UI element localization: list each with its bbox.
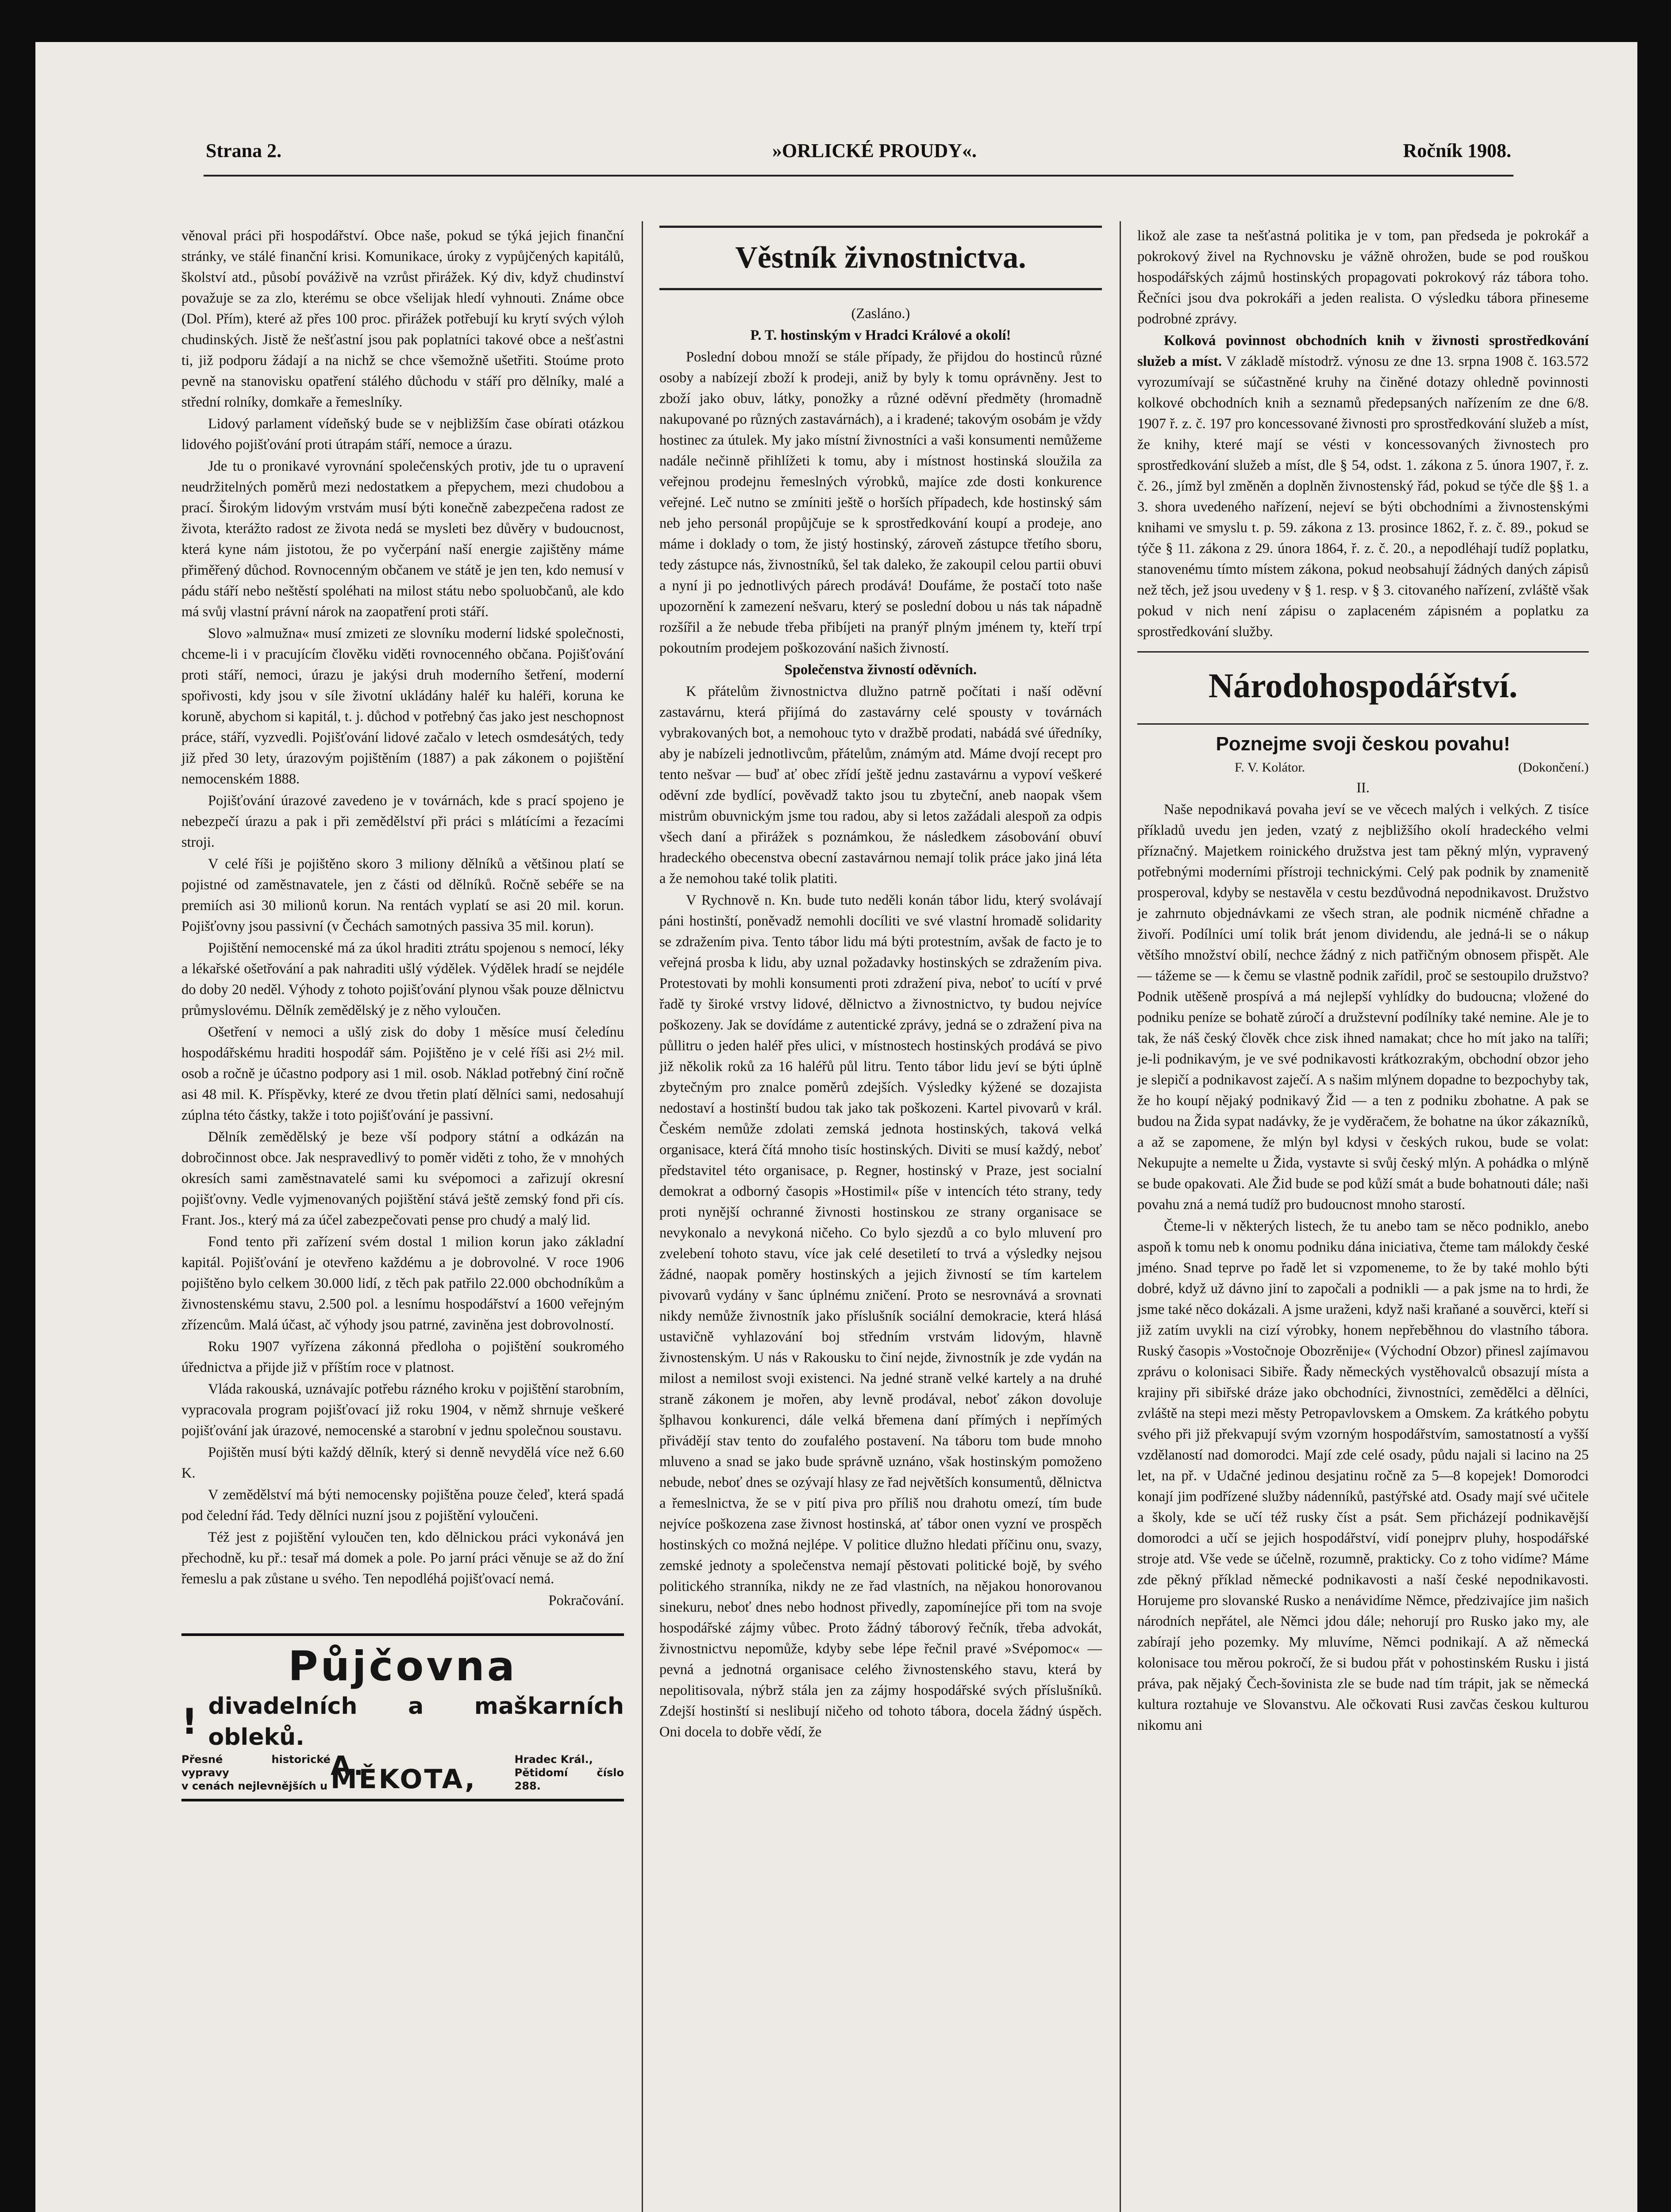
paragraph: Roku 1907 vyřízena zákonná předloha o pojištění soukromého úřednictva a přijde již v příštím roce v platnost.: [181, 1339, 624, 1375]
column-divider-2: [1120, 221, 1121, 2212]
article-title: Poznejme svoji českou povahu!: [1216, 733, 1510, 755]
kolkova-paragraph: [1137, 330, 1589, 642]
ad-street: Pětidomí číslo 288.: [514, 1767, 624, 1792]
volume-year: Ročník 1908.: [1403, 140, 1511, 161]
ad-firm-name: A. MĚKOTA,: [330, 1751, 477, 1795]
continuation: (Dokončení.): [1518, 760, 1589, 775]
paragraph: K přátelům živnostnictva dlužno patrně počítati i naší oděvní zastavárnu, která přijímá do zastavárny celé spousty v továrnách vybrakovaných bot, a nemohouc tyto v dražbě prodati, nabádá své úředníky, aby je nabízeli jednotlivcům, přátelům, známým atd. Máme dvojí recept pro tento nešvar — buď ať obec zřídí ještě jednu zastavárnu a vypoví veškeré oděvní zde bydlící, pověvadž takto jsou tu zbyteční, aneb naopak všem mistrům obuvnickým jsme tou radou, aby si letos zažádali alespoň za odpis všech daní a přirážek s poznámkou, že následkem zásobování obuví hradeckého obecenstva obecní zastavárnou nemají tolik práce jako jiná léta a že nemohou také tolik platiti.: [659, 684, 1102, 887]
zaslano-note: (Zasláno.): [851, 306, 910, 322]
paragraph: Pojištění nemocenské má za úkol hraditi ztrátu spojenou s nemocí, léky a lékařské ošetřování a pak nahraditi ušlý výdělek. Výdělek hradí se nejdéle do doby 20 neděl. Výhody z tohoto pojišťování plynou však pouze dělnictvu průmyslovému. Dělník zemědělský je z něho vyloučen.: [181, 940, 624, 1018]
paragraph: Naše nepodnikavá povaha jeví se ve věcech malých i velkých. Z tisíce příkladů uvedu jen jeden, vzatý z nejbližšího okolí hradeckého velmi příznačný. Majetkem roinického družstva jest tam pěkný mlýn, vypravený potřebnými moderními přístroji technickými. Celý pak podnik by znamenitě prosperoval, kdyby se nestavěla v cestu bezdůvodná nepodnikavost. Družstvo je zahrnuto objednávkami ze všech stran, ale podnik nicméně chřadne a živoří. Podílníci umí tolik brát jenom dividendu, ale jedná-li se o nákup většího množství obilí, nechce žádný z nich patřičným obnosem přispět. Ale — tážeme se — k čemu se vlastně podnik zařídil, proč se sestoupilo družstvo? Podnik utěšeně prospívá a má nejlepší vyhlídky do budoucna; vložené do podniku peníze se bohatě zúročí a družstevní podílníky také nemine. Ale je to tak, že náš český člověk chce zisk ihned namakat; chce ho mít jako na talíři; je-li podnikavým, je ve své podnikavosti krátkozrakým, obchodní obzor jeho je slepičí a podnikavost zaječí. A s našim mlýnem dopadne to bezpochyby tak, že ho koupí nějaký podnikavý Žid — a ten z podniku zbohatne. A pak se budou na Žida sypat nadávky, že je vyděračem, že bohatne na úkor zákazníků, a až se zapomene, že mlýn byl kdysi v českých rukou, bude se volat: Nekupujte a nemelte u Žida, vystavte si svůj český mlýn. A pohádka o mlýně se bude opakovati. Ale Žid bude se pod kůží smát a bude bohatnouti dále; naši povahu zná a nemá tudíž pro budoucnost mnoho starostí.: [1137, 802, 1589, 1213]
paragraph: Dělník zemědělský je beze vší podpory státní a odkázán na dobročinnost obce. Jak nespravedlivý to poměr viděti z toho, že v mnohých okresích sami zaměstnavatelé sami ku svépomoci a zařizují okresní pojišťovny. Vedle vyjmenovaných pojištění stává ještě zemský fond při cís. Frant. Jos., který má za účel zabezpečovati pense pro chudý a malý lid.: [181, 1129, 624, 1228]
kolkova-title: Kolková povinnost obchodních knih v živnosti sprostředkování služeb a míst.: [1137, 333, 1589, 369]
paragraph: Čteme-li v některých listech, že tu anebo tam se něco podniklo, anebo aspoň k tomu neb k onomu podniku dána iniciativa, čteme tam málokdy české jméno. Snad teprve po řadě let si vzpomeneme, to že by také mohlo býti dobré, když už dávno jiní to započali a podnikli — a pak jsme na to hrdi, že jsme také něco dokázali. A jsme uraženi, když naši kraňané a souvěrci, kteří si již zatím uvykli na cizí výrobky, honem nepřeběhnou do vlastního tábora. Ruský časopis »Vostočnoje Obozrěnije« (Východní Obzor) přinesl zajímavou zprávu o kolonisaci Sibiře. Řady německých vystěhovalců obsazují místa a krajiny při sibiřské dráze jako obchodníci, živnostníci, zemědělci a dělníci, zvláště na stepi mezi městy Petropavlovskem a Omskem. Za krátkého pobytu svého při již překvapují svým vzorným hospodářstvím, samostatností a vyšší vzdělaností nad domorodci. Mají zde celé osady, půdu najali si lacino na 25 let, na př. v Udačné jedinou desjatinu ročně za 5—8 kopejek! Domorodci konají jim podřízené služby nádenníků, pastýřské atd. Osady mají své učitele a školy, kde se učí též rusky číst a psát. Sem přicházejí podnikavější domorodci a učí se jejich hospodářství, vidí ponejprv pluhy, hospodářské stroje atd. Vše vede se účelně, rozumně, prakticky. Co z toho vidíme? Máme zde pěkný příklad německé podnikavosti a naší české nepodnikavosti. Horujeme pro slovanské Rusko a nenávidíme Němce, předzivajíce jim našich národních nepřátel, ale Němci jdou dále; nehorují pro Rusko jako my, ale zabírají jeho pozemky. My mluvíme, Němci podnikají. A až německá kolonisace tou měrou pokročí, že si budou přát v pohostinském Rusku i jistá práva, pak nějaký Čech-šovinista zle se bude nad tím trápit, jak se německá kultura roztahuje ve Slovanstvu. Ale očkovati Rusi zavčas českou kulturou nikomu ani: [1137, 1218, 1589, 1733]
ad-address: [515, 1753, 624, 1793]
page-number: Strana 2.: [206, 140, 282, 161]
ad-note-line: Přesné historické vypravy: [181, 1753, 331, 1779]
section-rule: [1137, 723, 1589, 725]
ad-note: [181, 1753, 331, 1793]
column-divider-1: [642, 221, 643, 2212]
page-header: [206, 139, 1511, 179]
paragraph: Lidový parlament vídeňský bude se v nejbližším čase obírati otázkou lidového pojišťování proti útrapám stáří, nemoce a úrazu.: [181, 416, 624, 453]
paragraph: V Rychnově n. Kn. bude tuto neděli konán tábor lidu, který svolávají páni hostinští, poněvadž nemohli docíliti ve své vlastní hromadě solidarity se zdražením piva. Tento tábor lidu má býti protestním, avšak de facto je to veřejná prosba k lidu, aby uznal požadavky hostinských se zdražením piva. Protestovati by mohli konsumenti proti zdražení piva, neboť to ucítí v prvé řadě ty široké vrstvy lidové, dělnictvo a živnostnictvo, ty budou nejvíce poškozeny. Jak se dovídáme z autentické zprávy, jedná se o zdražení piva na půllitru o jeden haléř přes ulici, v místnostech hostinských prodává se pivo již několik roků za 16 haléřů půl litru. Tento tábor lidu jeví se býti úplně zbytečným pro znalce poměrů zdejších. Výsledky kýžené se dozajista nedostaví a hostinští budou tak jako tak poškozeni. Kartel pivovarů v král. Českém nemůže zdolati zemská jednota hostinských, taková velká organisace, která čítá mnoho tisíc hostinských. Diviti se musí každý, neboť představitel této organisace, p. Regner, hostinský v Praze, jest socialní demokrat a odborný časopis »Hostimil« píše v intencích této strany, tedy proti nynější ochranné živnosti hostinskou ze strany organisace se nevykonalo a nevykoná ničeho. Co bylo sjezdů a co bylo mluvení pro zvelebení tohoto stavu, více jak celé desetiletí to trvá a výsledky nejsou žádné, naopak poměry hostinských a jejich živností se tím kartelem pivovarů vydány v šanc úplnému zničení. Proto se nesrovnává a srovnati nikdy nemůže živnostník jako příslušník sociální demokracie, která hlásá ustavičně vyhlazování boj středním vrstvám lidovým, hlavně živnostenským. U nás v Rakousku to činí nejde, živnostník je zde vydán na milost a nemilost svoji existenci. Na jedné straně velké kartely a na druhé straně zákonem je mořen, aby levně prodával, neboť zákon dovoluje šplhavou konkurenci, dále velká břemena daní přímých i nepřímých přivádějí stav tento do zoufalého postavení. Na táboru tom bude mnoho mluveno a snad se jako bude správně uznáno, však hostinským pomoženo nebude, neboť dnes se ozývají hlasy ze řad největších konsumentů, dělnictva a řemeslnictva, že se v pití piva pro příliš nou drahotu omezí, tím bude nejvíce poškozena zase živnost hostinská, ať tábor onen vyzní ve prospěch hostinských co možná nejlépe. V politice dlužno hledati příčinu onu, svazy, zemské jednoty a společenstva nemají pěstovati politické bojě, by svého politického stranníka, nikdy ne ze řad vlastních, na nějakou honorovanou sinekuru, neboť dnes nebo hodnost přivedly, zapomínejíce při tom na svoje hospodářské zájmy vůbec. Proto žádný táborový řečník, třeba advokát, živnostnictvu nepomůže, kdyby sebe lépe řečnil pravé »Svépomoc« — pevná a jednotná organisace celého živnostenského stavu, která by nepolitisovala, nýbrž stála jen za zájmy hospodářské svých příslušníků. Zdejší hostinští si neslibují ničeho od tohoto tábora, docela žádný úspěch. Oni docela to dobře vědí, že: [659, 892, 1102, 1740]
continuation-note: Pokračování.: [548, 1593, 624, 1609]
advertisement: [181, 1633, 624, 1801]
paragraph: Slovo »almužna« musí zmizeti ze slovníku moderní lidské společnosti, chceme-li i v pracujícím člověku viděti rovnocenného občana. Pojišťování proti stáří, nemoci, úrazu je jakýsi druh moderního šetření, moderní spořivosti, kdy jsou v síle životní ukládány haléř ku haléři, koruna ke koruně, abychom si kapitál, t. j. důchod v potřebný čas jako jest neschopnost práce, stáří, vyzvedli. Pojišťování lidové začalo v letech osmdesátých, tedy již před 30 lety, úrazovým pojištěním (1887) a pak zákonem o pojištění nemocenském 1888.: [181, 626, 624, 787]
exclamation-icon: !: [181, 1701, 198, 1742]
ad-title: Půjčovna: [288, 1643, 517, 1690]
paragraph: Poslední dobou množí se stále případy, že přijdou do hostinců různé osoby a nabízejí zboží k prodeji, aniž by byly k tomu oprávněny. Jest to zboží jako obuv, látky, ponožky a různé oděvní předměty (hromadně nakupované po různých zastavárnách), a i kradené; takovým osobám je vždy hostinec za útulek. My jako místní živnostníci a vaši konsumenti nemůžeme nadále nečinně přihlížeti k tomu, aby i místnost hostinská sloužila za veřejnou prodejnu řemeslných výrobků, majíce zde dosti konkurence veřejné. Leč nutno se zmíniti ještě o horších případech, kde hostinský sám neb jeho personál propůjčuje se k sprostředkování koupí a prodeje, ano máme i doklady o tom, že jistý hostinský, zároveň zástupce třetího sboru, tedy zástupce nás, živnostníků, šel tak daleko, že zakoupil celou partii obuvi a nyní ji po jednotlivých párech prodává! Doufáme, že postačí toto naše upozornění k zamezení nešvaru, který se poslední dobou u nás tak nápadně rozšířil a že nebude třeba přibíjeti na pranýř plným jménem ty, kteří trpí pokoutním prodejem poškozování našich živností.: [659, 349, 1102, 656]
part-number: II.: [1356, 780, 1370, 796]
author: F. V. Kolátor.: [1235, 760, 1305, 775]
paragraph: Pojištěn musí býti každý dělník, který si denně nevydělá více než 6.60 K.: [181, 1444, 624, 1481]
paragraph: Vláda rakouská, uznávajíc potřebu rázného kroku v pojištění starobním, vypracovala program pojišťovací již roku 1904, v němž shrnuje veškeré pojišťování jak úrazové, nemocenské a starobní v jednu společnou soustavu.: [181, 1381, 624, 1439]
article-subheading: Společenstva živností oděvních.: [784, 662, 977, 678]
ad-subtitle: divadelních a maškarních obleků.: [208, 1693, 624, 1751]
paragraph: V zemědělství má býti nemocensky pojištěna pouze čeleď, která spadá pod čelední řád. Tedy dělníci nuzní jsou z pojištění vyloučeni.: [181, 1487, 624, 1524]
paragraph: Jde tu o pronikavé vyrovnání společenských protiv, jde tu o upravení neudržitelných poměrů mezi nedostatkem a přepychem, mezi chudobou a prací. Širokým lidovým vrstvám musí býti konečně zabezpečena radost ze života, kterážto radost ze života nedá se mysleti bez důvěry v budoucnost, která kyne nám jistotou, že po vyčerpání naší energie zajištěny máme přiměřený důchod. Rovnocenným občanem ve státě je jen ten, kdo nemusí v pádu stáří nebo neštěstí spoléhati na milost státu nebo spoluobčanů, ale kdo má svůj vlastní právní nárok na zaopatření proti stáří.: [181, 458, 624, 620]
article-heading: P. T. hostinským v Hradci Králové a okolí!: [750, 327, 1011, 343]
ad-footer: [181, 1753, 624, 1793]
paragraph: Fond tento při zařízení svém dostal 1 milion korun jako základní kapitál. Pojišťování je otevřeno každému a je dobrovolné. V roce 1906 pojištěno bylo celkem 30.000 lidí, z těch pak patřilo 22.000 obchodníkům a živnostenskému stavu, 2.500 pol. a lesnímu hospodářství a 1600 veřejným zřízencům. Malá účast, ač výhody jsou patrné, zaviněna jest dobrovolností.: [181, 1234, 624, 1333]
newspaper-page: [35, 42, 1637, 2212]
paragraph: Též jest z pojištění vyloučen ten, kdo dělnickou práci vykonává jen přechodně, ku př.: tesař má domek a pole. Po jarní práci věnuje se až do žní řemeslu a pak zůstane u svého. Ten nepodléhá pojišťovací nemá.: [181, 1529, 624, 1587]
column-1: [181, 226, 624, 2212]
paragraph: Ošetření v nemoci a ušlý zisk do doby 1 měsíce musí čeledínu hospodářskému hraditi hospodář sám. Pojištěno je v celé říši asi 2½ mil. osob a ročně je účastno podpory asi 1 mil. osob. Náklad potřebný činí ročně asi 48 mil. K. Příspěvky, které ze dvou třetin platí dělníci sami, nedosahují zúplna této částky, takže i toto pojišťování je passivní.: [181, 1024, 624, 1123]
paragraph: Pojišťování úrazové zavedeno je v továrnách, kde s prací spojeno je nebezpečí úrazu a pak i při zemědělství při práci s mlátícími a řezacími stroji.: [181, 793, 624, 850]
column-2: [659, 226, 1102, 2212]
paragraph: V celé říši je pojištěno skoro 3 miliony dělníků a většinou platí se pojistné od zaměstnavatele, jen z části od dělníků. Ročně sebéře se na premiích asi 30 milionů korun. Na rentách vyplatí se asi 20 mil. korun. Pojišťovny jsou passivní (v Čechách samotných passiva 35 mil. korun).: [181, 856, 624, 934]
paragraph: likož ale zase ta nešťastná politika je v tom, pan předseda je pokrokář a pokrokový živel na Rychnovsku je vážně ohrožen, bude se pod rouškou hospodářských zájmů hostinských propagovati pokrokový ráz tábora toho. Řečníci jsou dva pokrokáři a jeden realista. O výsledku tábora přineseme podrobné zprávy.: [1137, 228, 1589, 327]
ad-city: Hradec Král.,: [514, 1753, 593, 1766]
byline: [1137, 757, 1589, 778]
column-3: [1137, 226, 1589, 2212]
header-rule: [204, 175, 1513, 177]
paragraph: věnoval práci při hospodářství. Obce naše, pokud se týká jejich finanční stránky, ve stálé finanční krisi. Komunikace, úroky z vypůjčených kapitálů, školství atd., působí pováživě na vzrůst přirážek. Ký div, když chudinství považuje se za zlo, kterému se obce všelijak hledí vyhnouti. Známe obce (Dol. Přím), které až přes 100 proc. přirážek potřebují ku krytí svých výloh chudinských. Jistě že nešťastní jsou pak poplatníci takové obce a nešťastni ti, již podporu žádají a na nichž se chce všemožně ušetřiti. Stoúme proto pevně na stanovisku opatření stálého důchodu v stáří pro dělníky, malé a střední rolníky, domkaře a řemeslníky.: [181, 228, 624, 410]
section-rule: [1137, 651, 1589, 653]
kolkova-text: V základě místodrž. výnosu ze dne 13. srpna 1908 č. 163.572 vyrozumívají se súčastněné kruhy na činěné dotazy ohledně povinnosti kolkové obchodních knih a seznamů předepsaných nařízením ze dne 6/8. 1907 ř. z. č. 197 pro koncessované živnosti pro sprostředkování služeb a míst, že knihy, které mají se vésti v koncessovaných živnostech pro sprostředkování služeb a míst, dle § 54, odst. 1. zákona z 5. února 1907, ř. z. č. 26., jímž byl změněn a doplněn živnostenský řád, pokud se týče dle §§ 1. a 3. shora uvedeného nařízení, nejeví se býti obchodními a živnostenskými knihami ve smyslu t. p. 59. zákona z 13. prosince 1862, ř. z. č. 89., pokud se týče § 11. zákona z 29. února 1864, ř. z. č. 20., a nepodléhají tudíž poplatku, stanovenému tímto místem zákona, pokud neobsahují žádných daných zápisů než těch, jež jsou uvedeny v § 1. resp. v § 3. citovaného nařízení, zvláště však pokud v nich není zápisu o zaplaceném zápisném a poplatku za sprostředkování služby.: [1137, 353, 1589, 640]
section-title-narodohospodarstvi: Národohospodářství.: [1208, 666, 1518, 705]
ad-note-line: v cenách nejlevnějších u: [181, 1780, 328, 1792]
section-title-vestnik: Věstník živnostnictva.: [659, 226, 1102, 290]
newspaper-title: »ORLICKÉ PROUDY«.: [772, 140, 977, 161]
ad-subtitle-row: [181, 1691, 624, 1753]
